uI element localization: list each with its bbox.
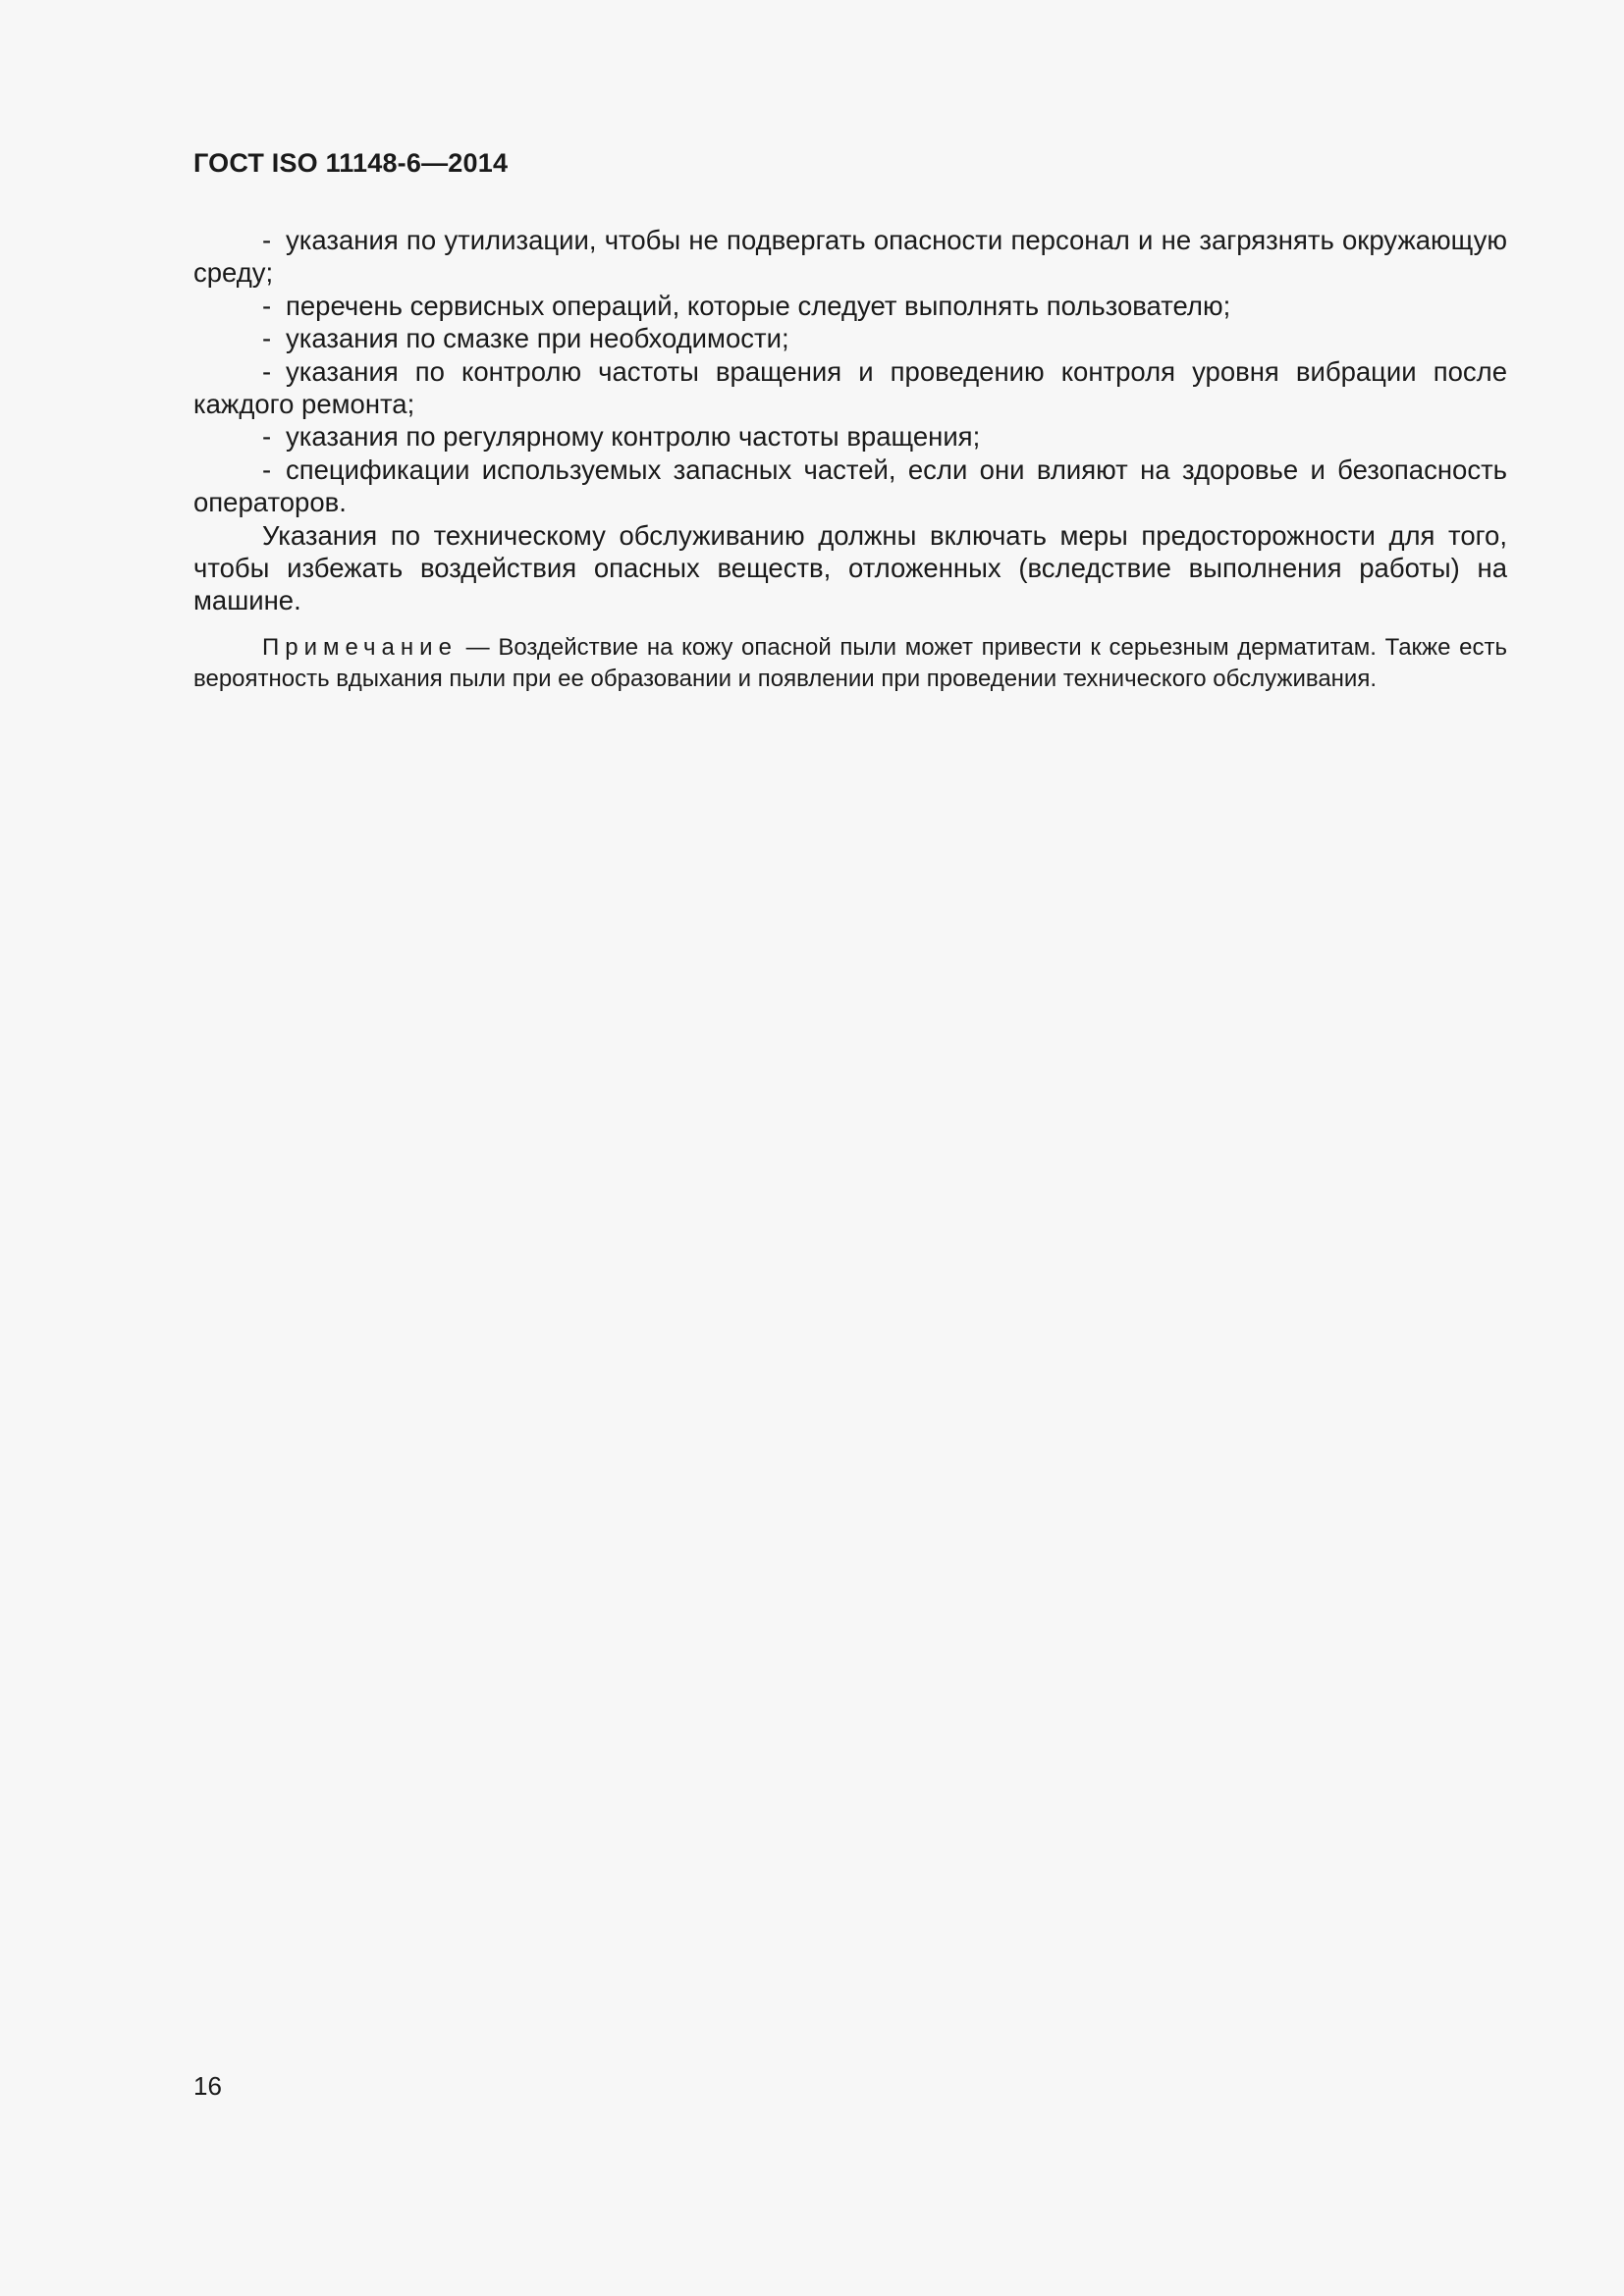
document-header: ГОСТ ISO 11148-6—2014	[193, 148, 509, 178]
list-dash: -	[262, 225, 272, 255]
list-item-text: указания по регулярному контролю частоты вращения;	[286, 421, 981, 453]
list-item-text: указания по смазке при необходимости;	[286, 323, 789, 354]
list-dash: -	[262, 355, 272, 387]
list-item-text: спецификации используемых запасных частей, если они влияют на здоровье и безопасность операторов.	[193, 454, 1507, 518]
list-dash: -	[262, 323, 272, 354]
page-number: 16	[193, 2071, 222, 2101]
note-block	[193, 632, 1507, 695]
note-text: — Воздействие на кожу опасной пыли может привести к серьезным дерматитам. Также есть вероятность вдыхания пыли при ее образовании и появлении при проведении технического обслуживания.	[193, 634, 1507, 692]
list-item	[193, 290, 1507, 322]
list-item	[193, 322, 1507, 354]
list-dash: -	[262, 421, 272, 453]
note-paragraph	[193, 632, 1507, 695]
list-dash: -	[262, 454, 272, 485]
body-paragraph: Указания по техническому обслуживанию должны включать меры предосторожности для того, чтобы избежать воздействия опасных веществ, отложенных (вследствие выполнения работы) на машине.	[193, 519, 1507, 616]
list-item	[193, 224, 1507, 290]
list-item	[193, 355, 1507, 421]
list-item-text: перечень сервисных операций, которые следует выполнять пользователю;	[286, 290, 1231, 321]
note-label: Примечание	[262, 634, 458, 661]
list-item-text: указания по контролю частоты вращения и проведению контроля уровня вибрации после каждого ремонта;	[193, 355, 1507, 420]
document-body	[193, 224, 1507, 617]
list-dash: -	[262, 290, 272, 321]
list-item-text: указания по утилизации, чтобы не подвергать опасности персонал и не загрязнять окружающую среду;	[193, 225, 1507, 289]
list-item	[193, 420, 1507, 453]
list-item	[193, 454, 1507, 519]
